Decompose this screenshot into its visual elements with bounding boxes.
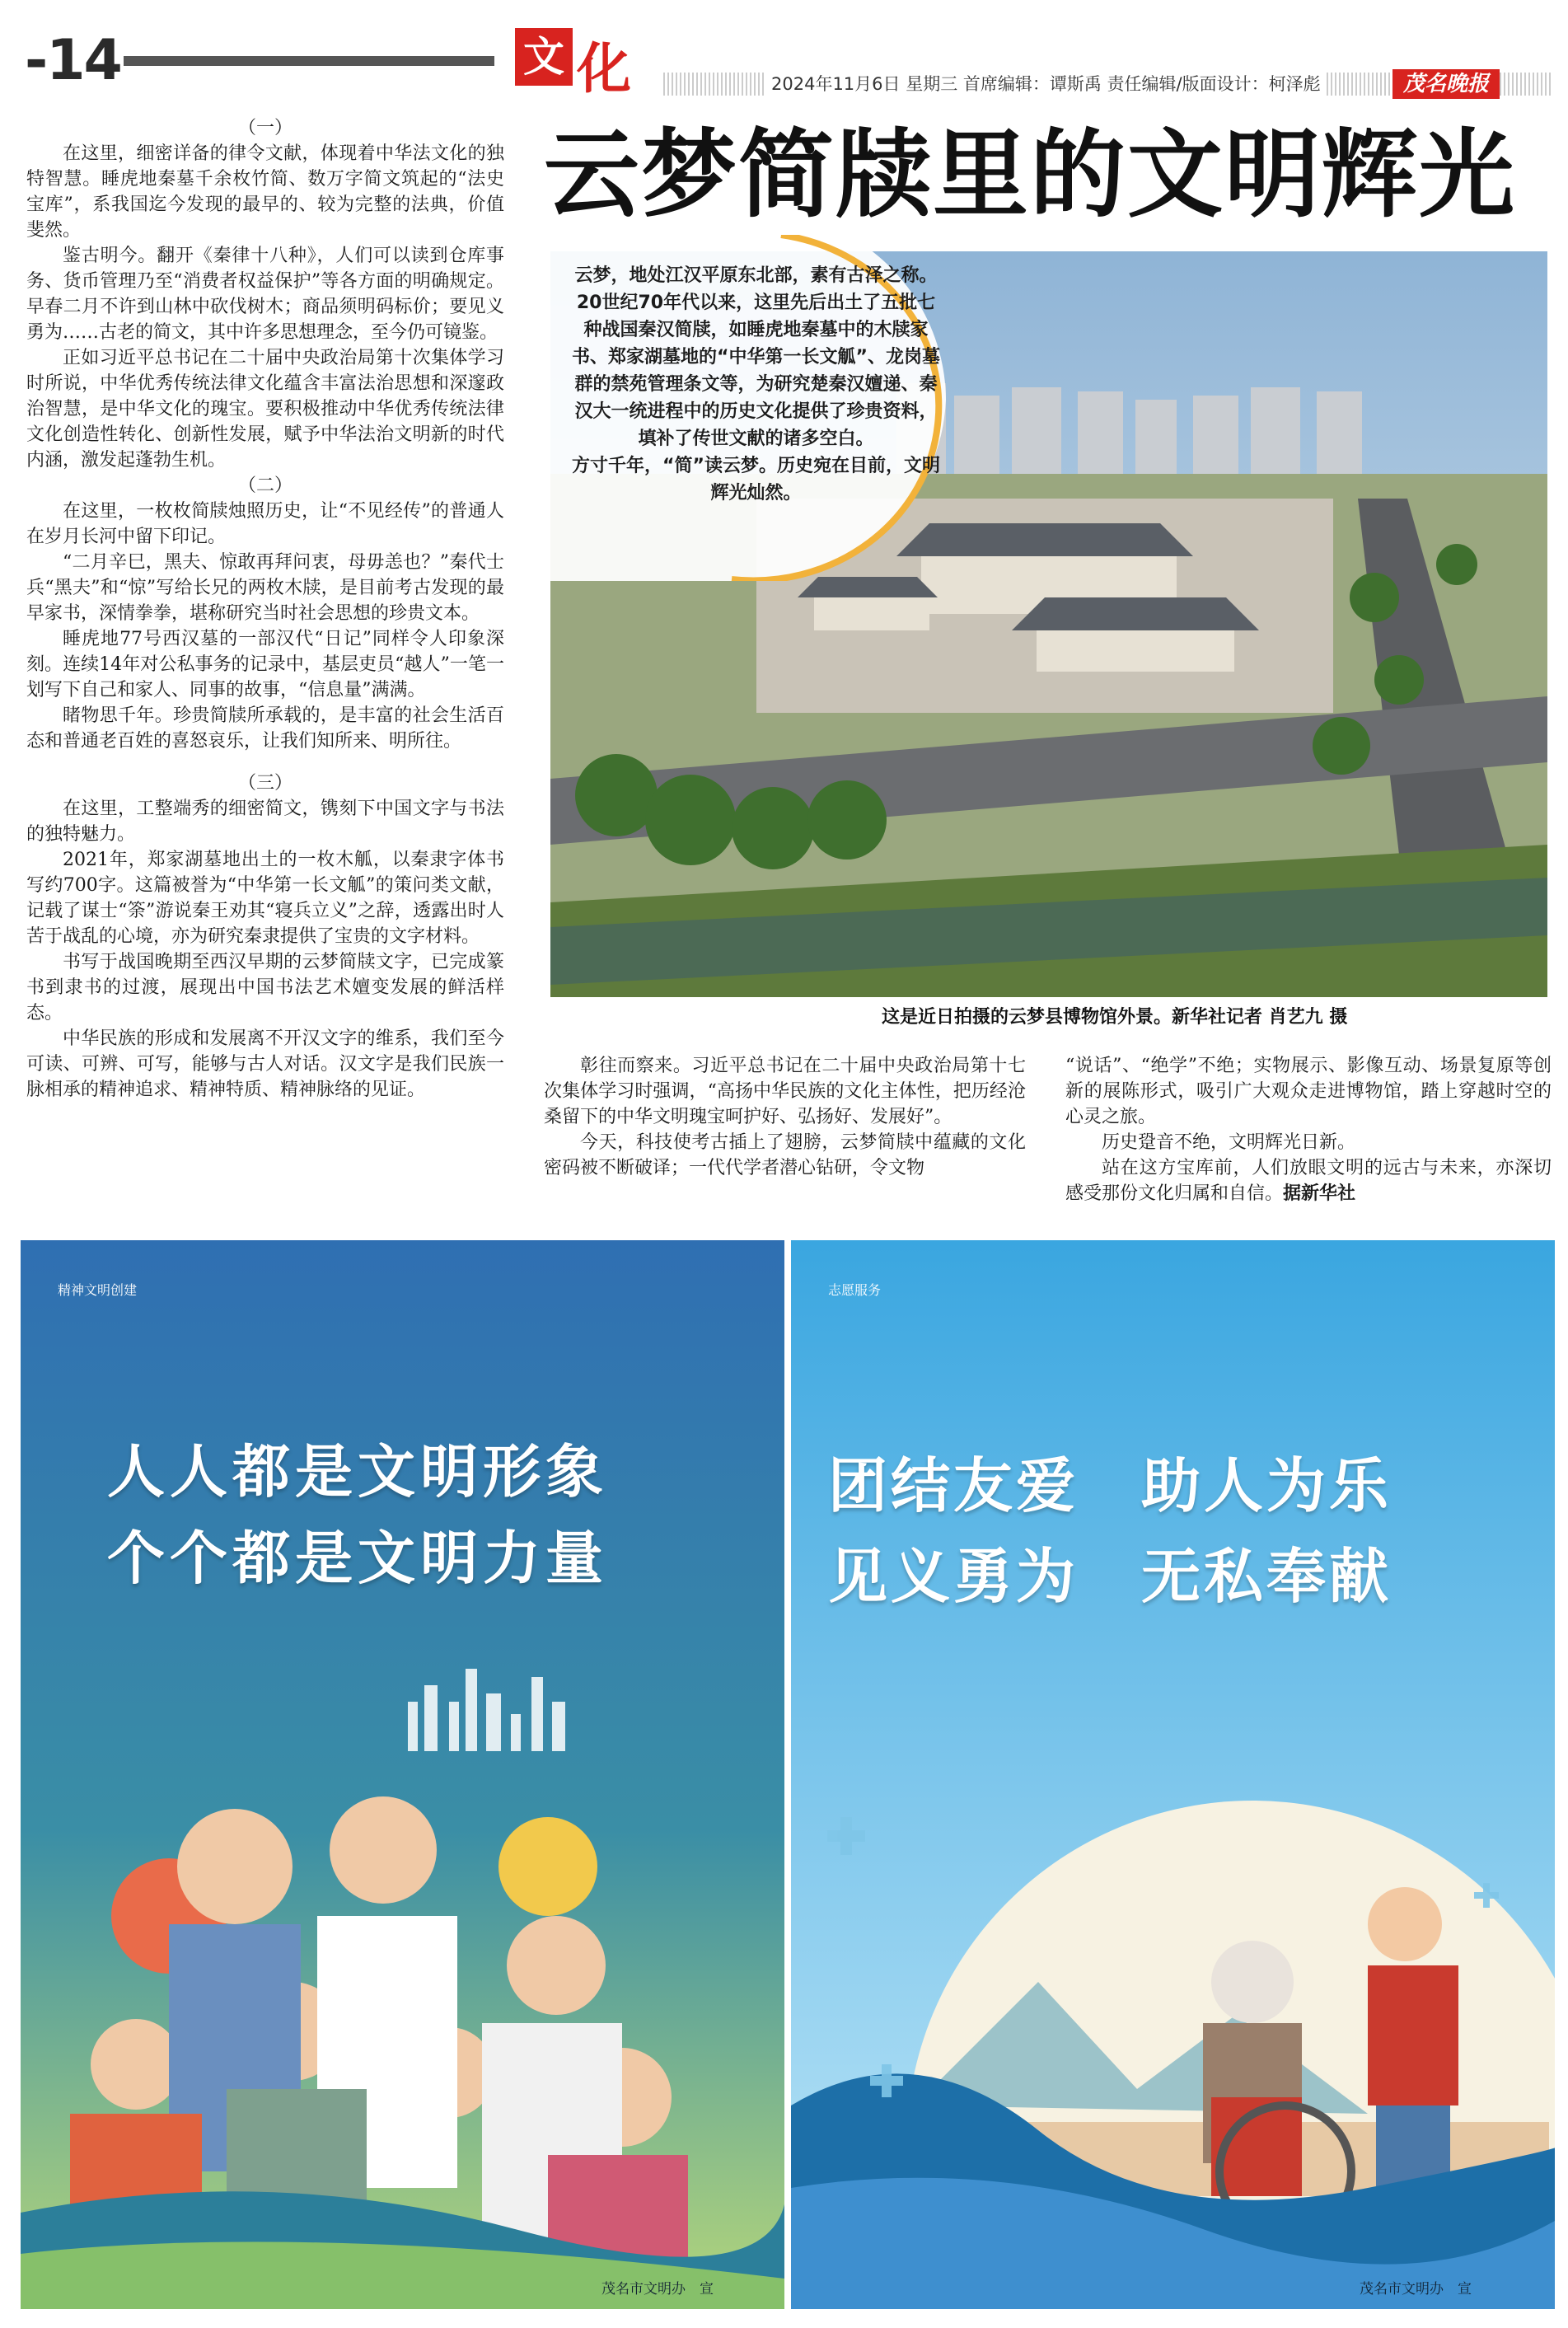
header-rule: [124, 56, 494, 66]
paragraph: 今天，科技使考古插上了翅膀，云梦简牍中蕴藏的文化密码被不断破译；一代代学者潜心钻研，令文物: [544, 1132, 1026, 1178]
paragraph: 在这里，一枚枚简牍烛照历史，让“不见经传”的普通人在岁月长河中留下印记。: [26, 501, 504, 547]
paragraph: 睡虎地77号西汉墓的一部汉代“日记”同样令人印象深刻。连续14年对公私事务的记录中，基层吏员“越人”一笔一划写下自己和家人、同事的故事，“信息量”满满。: [26, 629, 504, 700]
paragraph: 彰往而察来。习近平总书记在二十届中央政治局第十七次集体学习时强调，“高扬中华民族的文化主体性，把历经沧桑留下的中华文明瑰宝呵护好、弘扬好、发展好”。: [544, 1056, 1026, 1127]
paragraph: 睹物思千年。珍贵简牍所承载的，是丰富的社会生活百态和普通老百姓的喜怒哀乐，让我们知所来、明所往。: [26, 705, 504, 752]
article-right-column: [1065, 1053, 1552, 1206]
date-line: 2024年11月6日 星期三 首席编辑：谭斯禹 责任编辑/版面设计：柯泽彪: [766, 73, 1326, 96]
paragraph: [1065, 1155, 1552, 1206]
page-number: -14: [25, 28, 121, 93]
photo-overlay-text: [569, 262, 943, 507]
section-heading: （二）: [237, 475, 293, 496]
paragraph: 正如习近平总书记在二十届中央政治局第十次集体学习时所说，中华优秀传统法律文化蕴含丰富法治思想和深邃政治智慧，是中华文化的瑰宝。要积极推动中华优秀传统法律文化创造性转化、创新性发展，赋予中华法治文明新的时代内涵，激发起蓬勃生机。: [26, 348, 504, 471]
poster-credit: 茂名市文明办 宣: [1360, 2281, 1472, 2298]
volunteer-poster-right: [791, 1240, 1555, 2309]
paragraph: 鉴古明今。翻开《秦律十八种》，人们可以读到仓库事务、货币管理乃至“消费者权益保护”等各方面的明确规定。早春二月不许到山林中砍伐树木；商品须明码标价；要见义勇为……古老的简文，其中许多思想理念，至今仍可镜鉴。: [26, 246, 504, 343]
poster-category-tag: 志愿服务: [828, 1282, 882, 1298]
section-heading: （三）: [237, 773, 293, 794]
article-headline: 云梦简牍里的文明辉光: [544, 119, 1516, 231]
poster-credit: 茂名市文明办 宣: [601, 2281, 714, 2298]
paragraph: 中华民族的形成和发展离不开汉文字的维系，我们至今可读、可辨、可写，能够与古人对话。汉文字是我们民族一脉相承的精神追求、精神特质、精神脉络的见证。: [26, 1028, 504, 1100]
overlay-paragraph-2: 方寸千年，“简”读云梦。历史宛在目前，文明辉光灿然。: [572, 456, 940, 504]
article-left-column: [26, 115, 504, 1103]
paragraph: 在这里，细密详备的律令文献，体现着中华法文化的独特智慧。睡虎地秦墓千余枚竹简、数万字简文筑起的“法史宝库”，系我国迄今发现的最早的、较为完整的法典，价值斐然。: [26, 143, 504, 241]
poster-slogan-line2: 见义勇为 无私奉献: [828, 1541, 1392, 1611]
paragraph: 在这里，工整端秀的细密简文，镌刻下中国文字与书法的独特魅力。: [26, 799, 504, 845]
paragraph: “二月辛巳，黑夫、惊敢再拜问衷，母毋恙也？”秦代士兵“黑夫”和“惊”写给长兄的两枚木牍，是目前考古发现的最早家书，深情拳拳，堪称研究当时社会思想的珍贵文本。: [26, 552, 504, 624]
section-label-tail: 化: [577, 37, 631, 101]
poster-slogan-line1: 人人都是文明形象: [107, 1437, 608, 1506]
poster-left-art: [21, 1240, 784, 2309]
photo-caption: 这是近日拍摄的云梦县博物馆外景。新华社记者 肖艺九 摄: [882, 1007, 1348, 1028]
poster-right-art: [791, 1240, 1555, 2309]
overlay-paragraph: 云梦，地处江汉平原东北部，素有古泽之称。20世纪70年代以来，这里先后出土了五批七种战国秦汉简牍，如睡虎地秦墓中的木牍家书、郑家湖墓地的“中华第一长文觚”、龙岗墓群的禁苑管理条文等，为研究楚秦汉嬗递、秦汉大一统进程中的历史文化提供了珍贵资料，填补了传世文献的诸多空白。: [572, 265, 940, 449]
paragraph: 历史跫音不绝，文明辉光日新。: [1102, 1132, 1356, 1153]
poster-slogan-line1: 团结友爱 助人为乐: [828, 1450, 1392, 1520]
civilization-poster-left: [21, 1240, 784, 2309]
poster-category-tag: 精神文明创建: [58, 1282, 138, 1298]
poster-slogan-line2: 个个都是文明力量: [107, 1524, 608, 1592]
masthead-logo: 茂名晚报: [1392, 69, 1500, 99]
article-middle-column: [544, 1053, 1026, 1181]
section-label: 文: [515, 28, 573, 86]
source-credit: 据新华社: [1283, 1183, 1356, 1204]
paragraph: 书写于战国晚期至西汉早期的云梦简牍文字，已完成篆书到隶书的过渡，展现出中国书法艺术嬗变发展的鲜活样态。: [26, 952, 504, 1023]
paragraph-text: 站在这方宝库前，人们放眼文明的远古与未来，亦深切感受那份文化归属和自信。: [1065, 1158, 1552, 1204]
section-heading: （一）: [237, 118, 293, 138]
paragraph: “说话”、“绝学”不绝；实物展示、影像互动、场景复原等创新的展陈形式，吸引广大观众走进博物馆，踏上穿越时空的心灵之旅。: [1065, 1056, 1552, 1127]
paragraph: 2021年，郑家湖墓地出土的一枚木觚，以秦隶字体书写约700字。这篇被誉为“中华第一长文觚”的策问类文献，记载了谋士“筡”游说秦王劝其“寝兵立义”之辞，透露出时人苦于战乱的心境，亦为研究秦隶提供了宝贵的文字材料。: [26, 850, 504, 947]
